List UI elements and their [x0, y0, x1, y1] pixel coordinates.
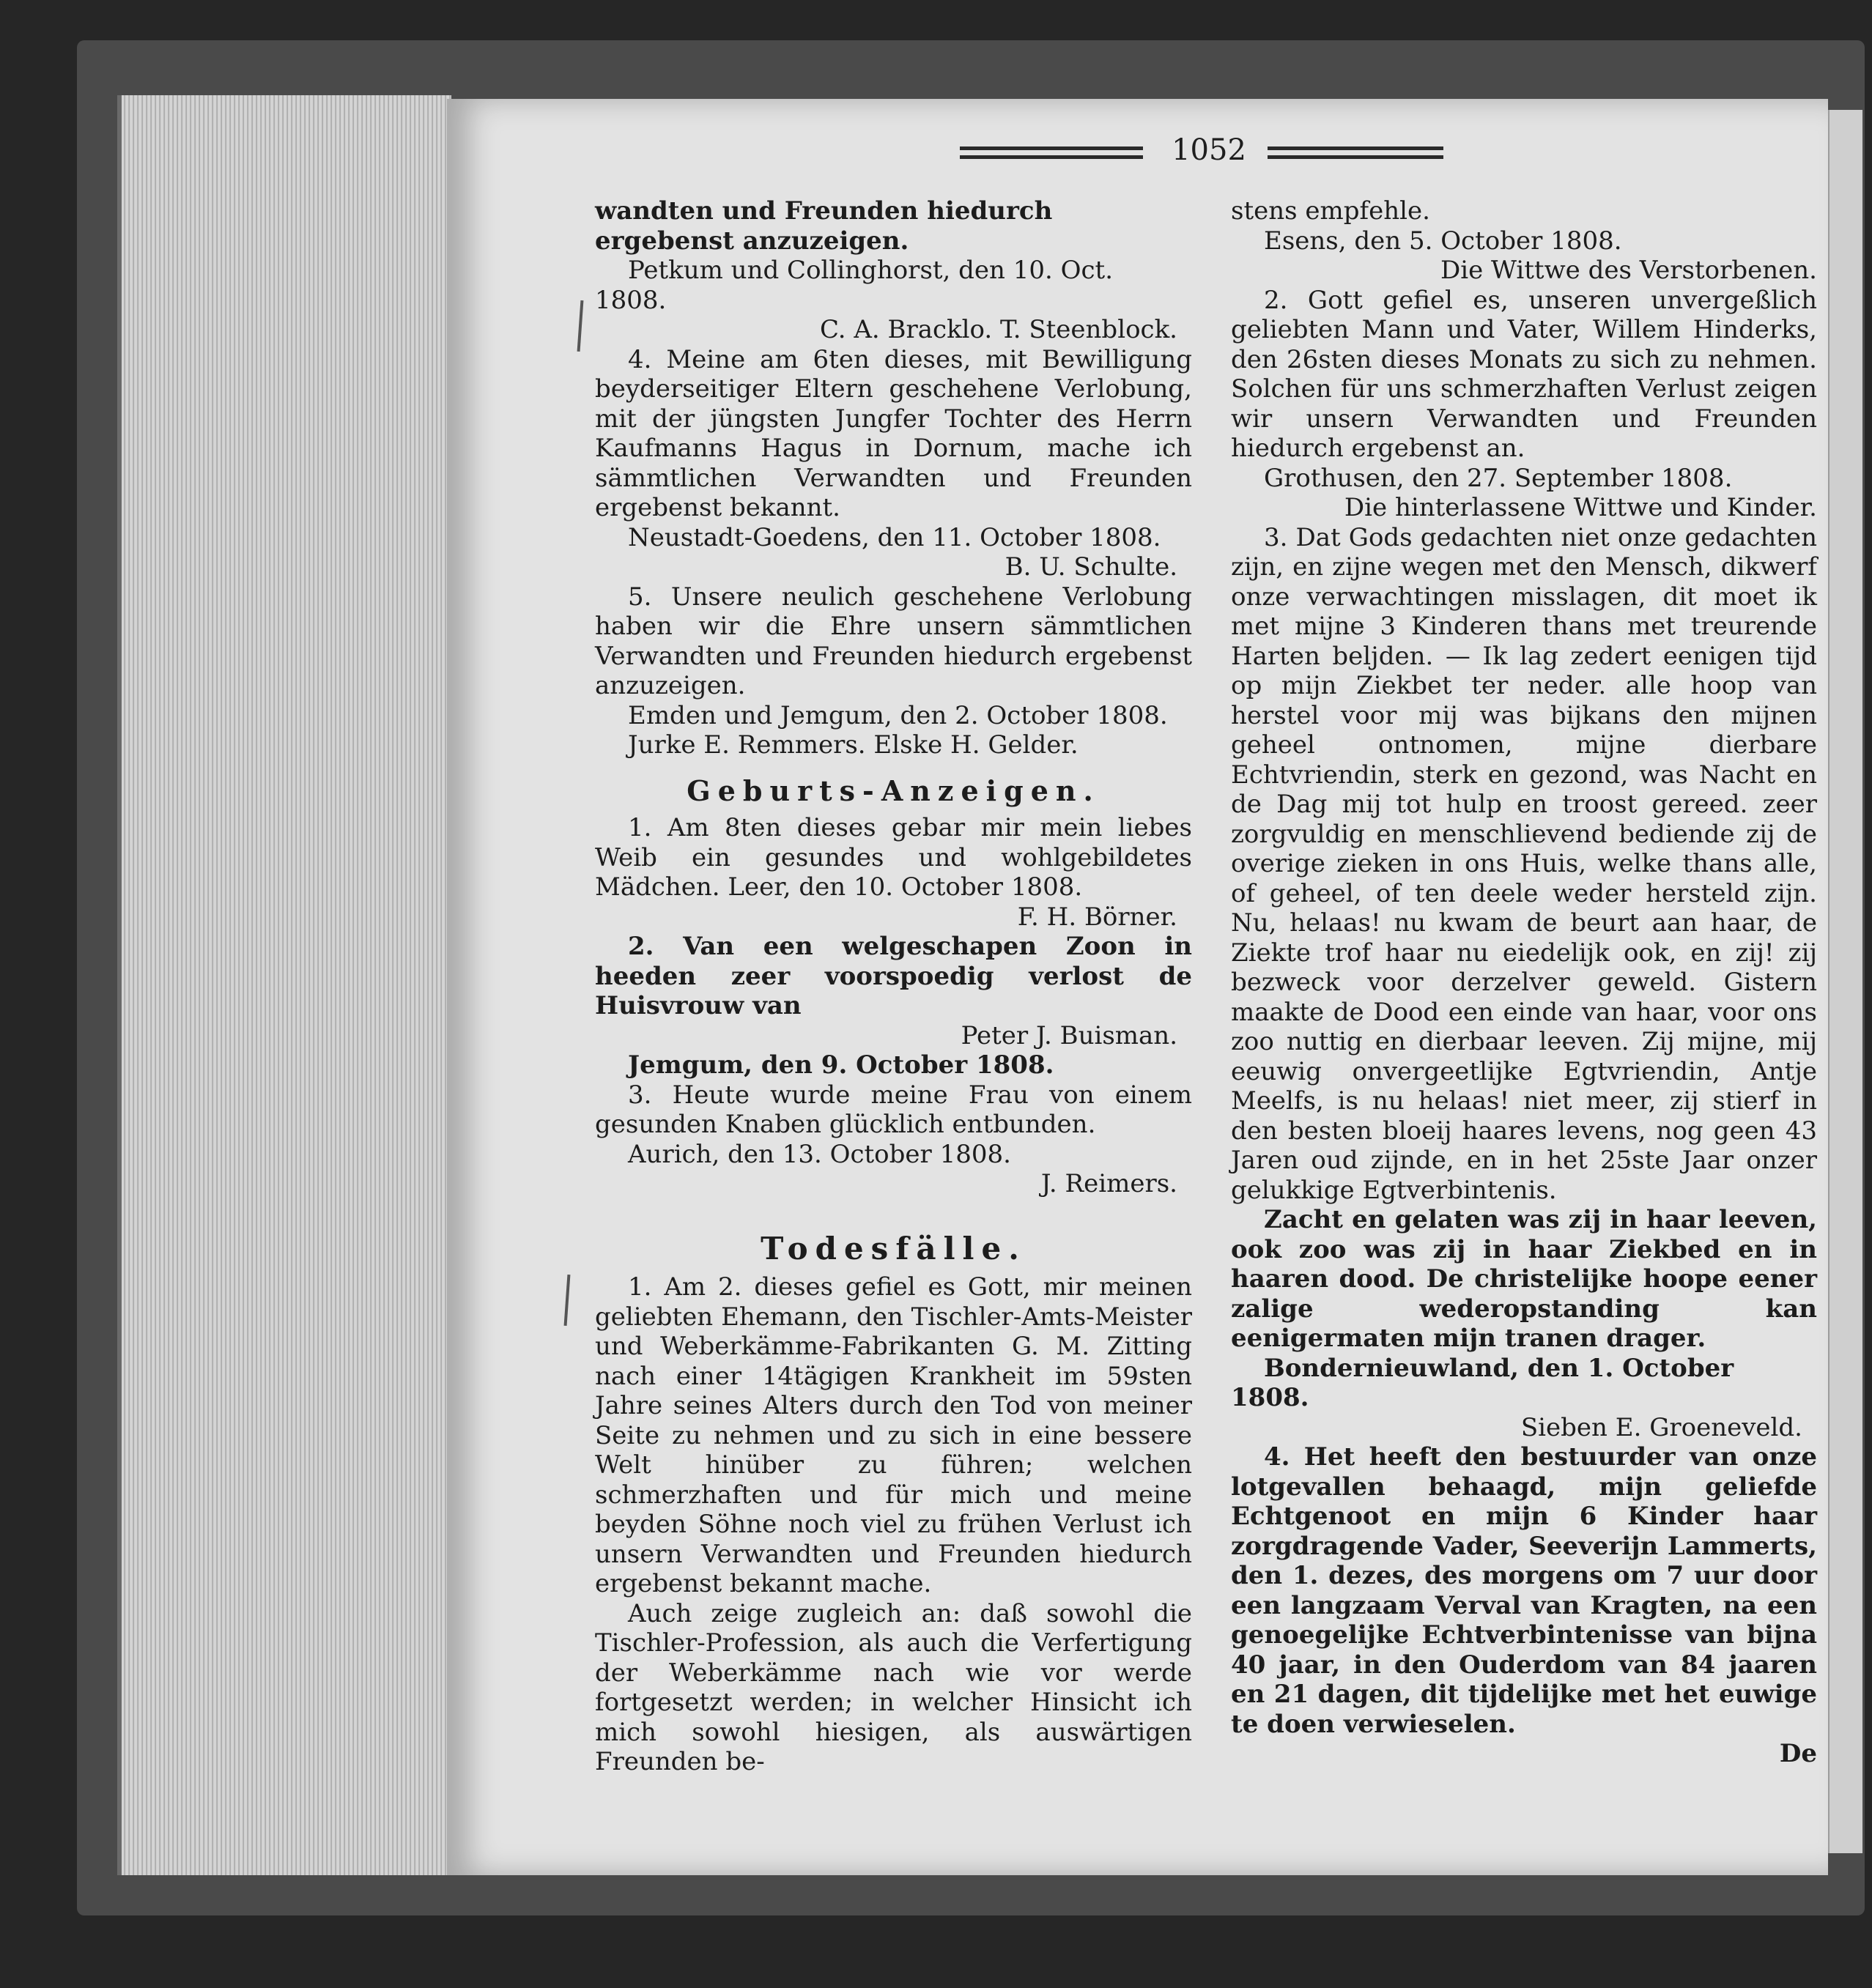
header-rule	[960, 155, 1143, 159]
text-paragraph: 2. Gott gefiel es, unseren unvergeßlich geliebten Mann und Vater, Willem Hinderks, den 26sten dieses Monats zu sich zu nehmen. Solchen für uns schmerzhaften Verlust zeigen wir unsern Verwandten und Freunden hiedurch ergebenst an.	[1231, 285, 1817, 463]
text-paragraph: Aurich, den 13. October 1808.	[628, 1139, 1011, 1169]
text-paragraph: 4. Het heeft den bestuurder van onze lotgevallen behaagd, mijn geliefde Echtgenoot en mijn 6 Kinder haar zorgdragende Vader, Seeverijn Lammerts, den 1. dezes, des morgens om 7 uur door een langzaam Verval van Kragten, na een genoegelijke Echtverbintenisse van bijna 40 jaar, in den Ouderdom van 84 jaaren en 21 dagen, dit tijdelijke met het euwige te doen verwieselen.	[1231, 1442, 1817, 1739]
text-paragraph: wandten und Freunden hiedurch ergebenst anzuzeigen.	[595, 196, 1053, 256]
page-edges	[117, 95, 451, 1875]
text-paragraph: 2. Van een welgeschapen Zoon in heeden zeer voorspoedig verlost de Huisvrouw van	[595, 932, 1192, 1020]
text-paragraph: De	[1779, 1739, 1817, 1768]
header-rule	[1268, 155, 1443, 159]
text-paragraph: Jemgum, den 9. October 1808.	[628, 1050, 1054, 1080]
text-paragraph: Emden und Jemgum, den 2. October 1808.	[628, 700, 1168, 730]
text-paragraph: stens empfehle.	[1231, 196, 1430, 226]
text-paragraph: Jurke E. Remmers. Elske H. Gelder.	[628, 730, 1079, 760]
header-rule	[960, 146, 1143, 150]
signature-line: B. U. Schulte.	[1005, 552, 1177, 582]
page-header	[960, 133, 1443, 170]
text-paragraph: Bondernieuwland, den 1. October 1808.	[1231, 1353, 1734, 1412]
text-paragraph: Grothusen, den 27. September 1808.	[1264, 463, 1733, 493]
text-paragraph: Auch zeige zugleich an: daß sowohl die Tischler-Profession, als auch die Verfertigung der Weberkämme nach wie vor werde fortgesetzt werden; in welcher Hinsicht ich mich sowohl hiesigen, als auswärtigen Freunden be-	[595, 1598, 1192, 1776]
text-paragraph: Esens, den 5. October 1808.	[1264, 226, 1622, 256]
text-paragraph: 1. Am 2. dieses gefiel es Gott, mir meinen geliebten Ehemann, den Tischler-Amts-Meister und Weberkämme-Fabrikanten G. M. Zitting nach einer 14tägigen Krankheit im 59sten Jahre seines Alters durch den Tod von meiner Seite zu nehmen und zu sich in eine bessere Welt hinüber zu führen; welchen schmerzhaften und für mich und meine beyden Söhne noch viel zu frühen Verlust ich unsern Verwandten und Freunden hiedurch ergebenst bekannt mache.	[595, 1272, 1192, 1598]
signature-line: F. H. Börner.	[1017, 902, 1177, 932]
signature-line: C. A. Bracklo. T. Steenblock.	[819, 315, 1177, 344]
header-rule	[1268, 146, 1443, 150]
facing-page-edge	[1828, 110, 1862, 1853]
text-paragraph: Zacht en gelaten was zij in haar leeven, ook zoo was zij in haar Ziekbed en in haaren dood. De christelijke hoope eener zalige wederopstanding kan eenigermaten mijn tranen drager.	[1231, 1205, 1817, 1353]
text-paragraph: Neustadt-Goedens, den 11. October 1808.	[628, 522, 1161, 552]
text-paragraph: 5. Unsere neulich geschehene Verlobung haben wir die Ehre unsern sämmtlichen Verwandten und Freunden hiedurch ergebenst anzuzeigen.	[595, 582, 1192, 700]
text-paragraph: 3. Dat Gods gedachten niet onze gedachten zijn, en zijne wegen met den Mensch, dikwerf onze verwachtingen misslagen, dit moet ik met mijne 3 Kinderen thans met treurende Harten beljden. — Ik lag zedert eenigen tijd op mijn Ziekbet ter neder. alle hoop van herstel voor mij was bijkans den mijnen geheel ontnomen, mijne dierbare Echtvriendin, sterk en gezond, was Nacht en de Dag mij tot hulp en troost gereed. zeer zorgvuldig en menschlievend bediende zij de overige zieken in ons Huis, welke thans alle, of geheel, of ten deele weder hersteld zijn. Nu, helaas! nu kwam de beurt aan haar, de Ziekte trof haar nu eiedelijk ook, en zij! zij bezweck voor derzelver geweld. Gistern maakte de Dood een einde van haar, voor ons zoo nuttig en dierbaar leeven. Zij mijne, mij eeuwig onvergeetlijke Egtvriendin, Antje Meelfs, is nu helaas! niet meer, zij stierf in den besten bloeij haares levens, nog geen 43 Jaren oud zijnde, en in het 25ste Jaar onzer gelukkige Egtverbintenis.	[1231, 522, 1817, 1205]
signature-line: Peter J. Buisman.	[961, 1020, 1177, 1050]
right-column	[1231, 196, 1817, 1769]
page-number: 1052	[1172, 133, 1246, 167]
signature-line: Die hinterlassene Wittwe und Kinder.	[1344, 493, 1817, 522]
signature-line: Sieben E. Groeneveld.	[1520, 1412, 1802, 1442]
section-heading: Geburts-Anzeigen.	[687, 774, 1100, 807]
text-paragraph: Petkum und Collinghorst, den 10. Oct. 1808.	[595, 256, 1114, 315]
signature-line: J. Reimers.	[1040, 1169, 1177, 1198]
text-paragraph: 4. Meine am 6ten dieses, mit Bewilligung beyderseitiger Eltern geschehene Verlobung, mit der jüngsten Jungfer Tochter des Herrn Kaufmanns Hagus in Dornum, mache ich sämmtlichen Verwandten und Freunden ergebenst bekannt.	[595, 344, 1192, 522]
section-heading: Todesfälle.	[761, 1230, 1026, 1266]
text-paragraph: 1. Am 8ten dieses gebar mir mein liebes Weib ein gesundes und wohlgebildetes Mädchen. Leer, den 10. October 1808.	[595, 813, 1192, 902]
left-column	[595, 196, 1192, 1777]
signature-line: Die Wittwe des Verstorbenen.	[1440, 256, 1817, 285]
text-paragraph: 3. Heute wurde meine Frau von einem gesunden Knaben glücklich entbunden.	[595, 1080, 1192, 1139]
